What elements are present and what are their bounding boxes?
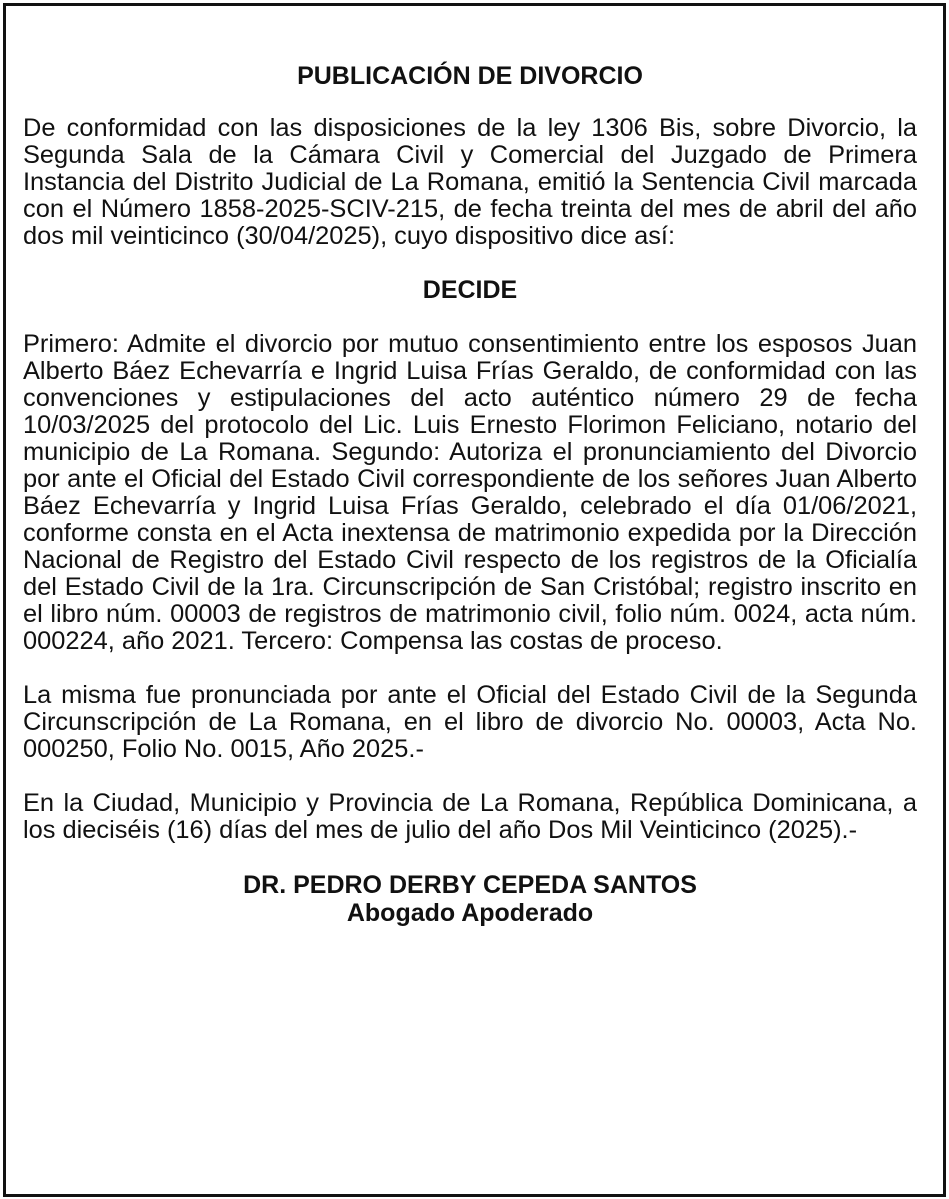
notice-content — [23, 62, 917, 927]
place-date-paragraph: En la Ciudad, Municipio y Provincia de La Romana, República Dominicana, a los dieciséis (16) días del mes de julio del año Dos Mil Veinticinco (2025).- — [23, 789, 917, 844]
notice-title: PUBLICACIÓN DE DIVORCIO — [297, 62, 643, 90]
paragraph-spacer — [23, 763, 917, 790]
signer-name: DR. PEDRO DERBY CEPEDA SANTOS — [243, 871, 697, 899]
pronouncement-paragraph: La misma fue pronunciada por ante el Oficial del Estado Civil de la Segunda Circunscripción de La Romana, en el libro de divorcio No. 00003, Acta No. 000250, Folio No. 0015, Año 2025.- — [23, 681, 917, 763]
decision-paragraph: Primero: Admite el divorcio por mutuo consentimiento entre los esposos Juan Alberto Báez Echevarría e Ingrid Luisa Frías Geraldo, de conformidad con las convenciones y estipulaciones del acto auténtico número 29 de fecha 10/03/2025 del protocolo del Lic. Luis Ernesto Florimon Feliciano, notario del municipio de La Romana. Segundo: Autoriza el pronunciamiento del Divorcio por ante el Oficial del Estado Civil correspondiente de los señores Juan Alberto Báez Echevarría y Ingrid Luisa Frías Geraldo, celebrado el día 01/06/2021, conforme consta en el Acta inextensa de matrimonio expedida por la Dirección Nacional de Registro del Estado Civil respecto de los registros de la Oficialía del Estado Civil de la 1ra. Circunscripción de San Cristóbal; registro inscrito en el libro núm. 00003 de registros de matrimonio civil, folio núm. 0024, acta núm. 000224, año 2021. Tercero: Compensa las costas de proceso. — [23, 330, 917, 655]
decide-heading: DECIDE — [422, 276, 518, 304]
paragraph-spacer — [23, 844, 917, 871]
signer-role: Abogado Apoderado — [346, 899, 594, 927]
paragraph-spacer — [23, 655, 917, 682]
intro-paragraph: De conformidad con las disposiciones de la ley 1306 Bis, sobre Divorcio, la Segunda Sala de la Cámara Civil y Comercial del Juzgado de Primera Instancia del Distrito Judicial de La Romana, emitió la Sentencia Civil marcada con el Número 1858-2025-SCIV-215, de fecha treinta del mes de abril del año dos mil veinticinco (30/04/2025), cuyo dispositivo dice así: — [23, 114, 917, 250]
